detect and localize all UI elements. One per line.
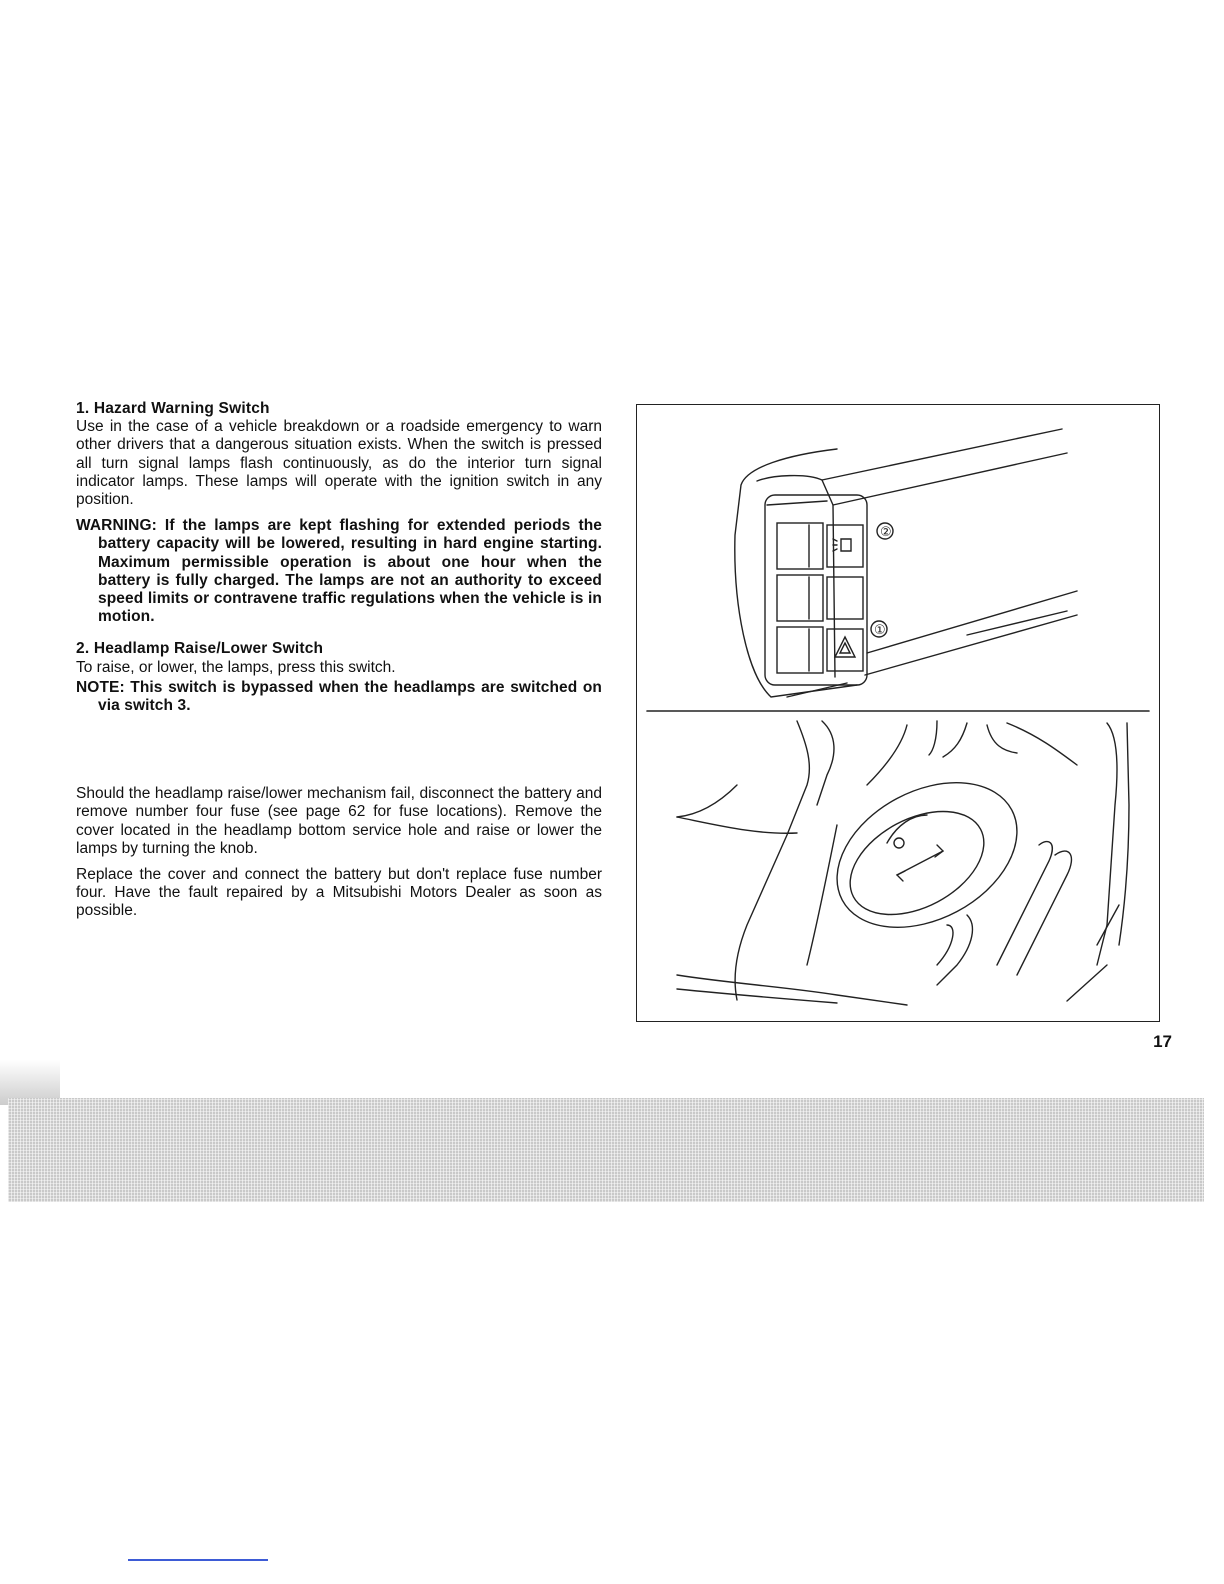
headlamp-note: NOTE: This switch is bypassed when the headlamps are switched on via switch 3. <box>76 678 602 715</box>
hazard-switch <box>777 627 823 673</box>
headlamp-body: To raise, or lower, the lamps, press this switch. <box>76 658 396 676</box>
illustration-svg <box>637 405 1161 1023</box>
knob-icon <box>894 838 904 848</box>
headlamp-symbol-icon <box>833 539 851 551</box>
spacer <box>76 723 602 785</box>
text-column <box>76 400 602 929</box>
switch-illustration <box>636 404 1160 1022</box>
section-headlamp <box>76 640 602 676</box>
failure-instructions: Should the headlamp raise/lower mechanism fail, disconnect the battery and remove number four fuse (see page 62 for fuse locations). Remove the cover located in the headlamp bottom service hole and raise or lower the lamps by turning the knob. <box>76 785 602 857</box>
hazard-body: Use in the case of a vehicle breakdown or a roadside emergency to warn other drivers that a dangerous situation exists. When the switch is pressed all turn signal lamps flash continuously, as do the interior turn signal indicator lamps. These lamps will operate with the ignition switch in any position. <box>76 418 602 509</box>
hazard-warning: WARNING: If the lamps are kept flashing for extended periods the battery capacity will be lowered, resulting in hard engine starting. Maximum permissible operation is about one hour when the battery is fully charged. The lamps are not an authority to exceed speed limits or contravene traffic regulations when the vehicle is in motion. <box>76 517 602 626</box>
middle-switch <box>777 575 823 621</box>
section-hazard <box>76 400 602 509</box>
callout-2-label: ② <box>880 525 892 540</box>
replace-instructions: Replace the cover and connect the battery but don't replace fuse number four. Have the fault repaired by a Mitsubishi Motors Dealer as soon as possible. <box>76 866 602 920</box>
bottom-link-underline <box>128 1559 268 1561</box>
hazard-triangle-icon <box>835 637 855 657</box>
scan-halftone-band <box>8 1098 1204 1202</box>
hazard-heading: 1. Hazard Warning Switch <box>76 400 270 417</box>
page-number: 17 <box>1153 1032 1172 1051</box>
callout-1-label: ① <box>874 623 886 638</box>
headlamp-symbol-box <box>827 525 863 567</box>
headlamp-switch <box>777 523 823 569</box>
console-outline <box>735 449 857 697</box>
headlamp-heading: 2. Headlamp Raise/Lower Switch <box>76 640 324 658</box>
